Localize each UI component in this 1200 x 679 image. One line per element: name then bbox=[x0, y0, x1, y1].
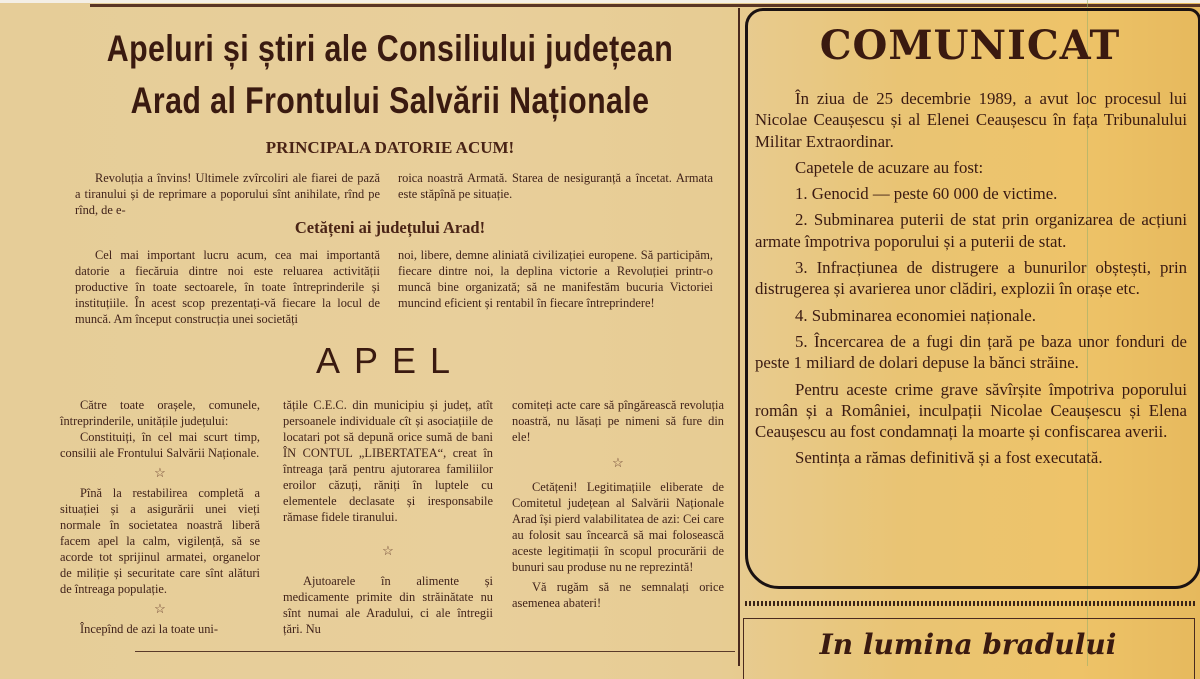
headline-line-1: Apeluri și știri ale Consiliului județean bbox=[106, 28, 674, 69]
star-icon: ☆ bbox=[612, 455, 624, 470]
intro-column-1: Revoluția a învins! Ultimele zvîrcoliri ale fiarei de pază a tiranului și de reprimare a poporului sînt anihilate, rînd pe rînd, de e- bbox=[75, 171, 380, 217]
star-icon: ☆ bbox=[154, 601, 166, 616]
headline-line-2: Arad al Frontului Salvării Naționale bbox=[130, 80, 650, 121]
top-rule bbox=[90, 4, 1200, 7]
bottom-rule bbox=[135, 651, 735, 652]
comunicat-charge: 3. Infracțiunea de distrugere a bunurilor obștești, prin distrugerea și avarierea unor clădiri, explozii în orașe etc. bbox=[755, 258, 1187, 299]
star-icon: ☆ bbox=[382, 543, 394, 558]
comunicat-charge: 5. Încercarea de a fugi din țară pe baza unor fonduri de peste 1 miliard de dolari depuse la bănci străine. bbox=[755, 331, 1187, 373]
comunicat-charge: 4. Subminarea economiei naționale. bbox=[795, 305, 1036, 325]
section-heading: Cetățeni ai județului Arad! bbox=[294, 218, 486, 237]
apel-column-3 bbox=[512, 397, 724, 611]
apel-column-2 bbox=[283, 397, 493, 637]
apel-paragraph: Constituiți, în cel mai scurt timp, consilii ale Frontului Salvării Naționale. bbox=[60, 430, 260, 460]
comunicat-paragraph: Sentința a rămas definitivă și a fost executată. bbox=[795, 448, 1103, 468]
apel-paragraph: Pînă la restabilirea completă a situației și a asigurării unei vieți normale în societatea noastră liberă facem apel la calm, vigilență, să se acorde tot sprijinul armatei, organelor de miliție și securitate care sînt alături de întreaga populație. bbox=[60, 486, 260, 596]
comunicat-title: COMUNICAT bbox=[819, 22, 1121, 69]
apel-paragraph: Vă rugăm să ne semnalați orice asemenea abateri! bbox=[512, 580, 724, 610]
comunicat-body bbox=[755, 88, 1187, 474]
top-edge bbox=[0, 0, 1200, 3]
comunicat-paragraph: Pentru aceste crime grave săvîrșite împotriva poporului român și a României, inculpații Nicolae Ceaușescu și Elena Ceaușescu au fost condamnați la moarte și confiscarea averii. bbox=[755, 379, 1187, 442]
section-column-2: noi, libere, demne aliniată civilizației europene. Să participăm, fiecare dintre noi, la deplina victorie a Revoluției printr-o muncă bine organizată; să ne manifestăm bucuria Victoriei muncind eficient și rentabil în fiecare întreprindere! bbox=[398, 248, 713, 310]
apel-paragraph: Către toate orașele, comunele, întreprinderile, unitățile județului: bbox=[60, 398, 260, 428]
comunicat-charge: 2. Subminarea puterii de stat prin organizarea de acțiuni armate împotriva poporului și a puterii de stat. bbox=[755, 210, 1187, 251]
apel-paragraph: tățile C.E.C. din municipiu și județ, atît persoanele individuale cît și asociațiile de locatari pot să depună orice sumă de bani ÎN CONTUL „LIBERTATEA“, creat în întreaga țară pentru ajutorarea familiilor eroilor căzuți, răniți în luptele cu elementele declasate și iresponsabile rămase fidele tiranului. bbox=[283, 398, 493, 524]
column-divider bbox=[738, 8, 740, 666]
comunicat-paragraph: Capetele de acuzare au fost: bbox=[795, 157, 984, 177]
apel-paragraph: comiteți acte care să pîngărească revoluția noastră, nu lăsați pe nimeni să fure din ele! bbox=[512, 398, 724, 444]
dotted-rule bbox=[745, 601, 1197, 606]
apel-heading: APEL bbox=[315, 340, 465, 381]
apel-column-1 bbox=[60, 397, 260, 637]
next-article-title: In lumina bradului bbox=[819, 628, 1117, 661]
comunicat-charge: 1. Genocid — peste 60 000 de victime. bbox=[795, 184, 1058, 204]
apel-paragraph: Ajutoarele în alimente și medicamente primite din străinătate nu sînt numai ale Aradului, ci ale întregii țări. Nu bbox=[283, 574, 493, 636]
intro-column-2: roica noastră Armată. Starea de nesiguranță a încetat. Armata este stăpînă pe situație. bbox=[398, 171, 713, 201]
section-column-1: Cel mai important lucru acum, cea mai importantă datorie a fiecăruia dintre noi este reluarea activității productive în toate sectoarele, în toate întreprinderile și instituțiile. În acest scop prezentați-vă fiecare la locul de muncă. Am început construcția unei societăți bbox=[75, 248, 380, 326]
apel-paragraph: Începînd de azi la toate uni- bbox=[80, 622, 218, 636]
apel-paragraph: Cetățeni! Legitimațiile eliberate de Comitetul județean al Salvării Naționale Arad își pierd valabilitatea de azi: Cei care au folosit sau încearcă să mai folosească aceste legitimații în scopul procurării de bunuri sau produse nu ne reprezintă! bbox=[512, 480, 724, 574]
subheading: PRINCIPALA DATORIE ACUM! bbox=[265, 138, 515, 157]
star-icon: ☆ bbox=[154, 465, 166, 480]
comunicat-paragraph: În ziua de 25 decembrie 1989, a avut loc procesul lui Nicolae Ceaușescu și al Elenei Ceaușescu în fața Tribunalului Militar Extraordinar. bbox=[755, 89, 1187, 151]
